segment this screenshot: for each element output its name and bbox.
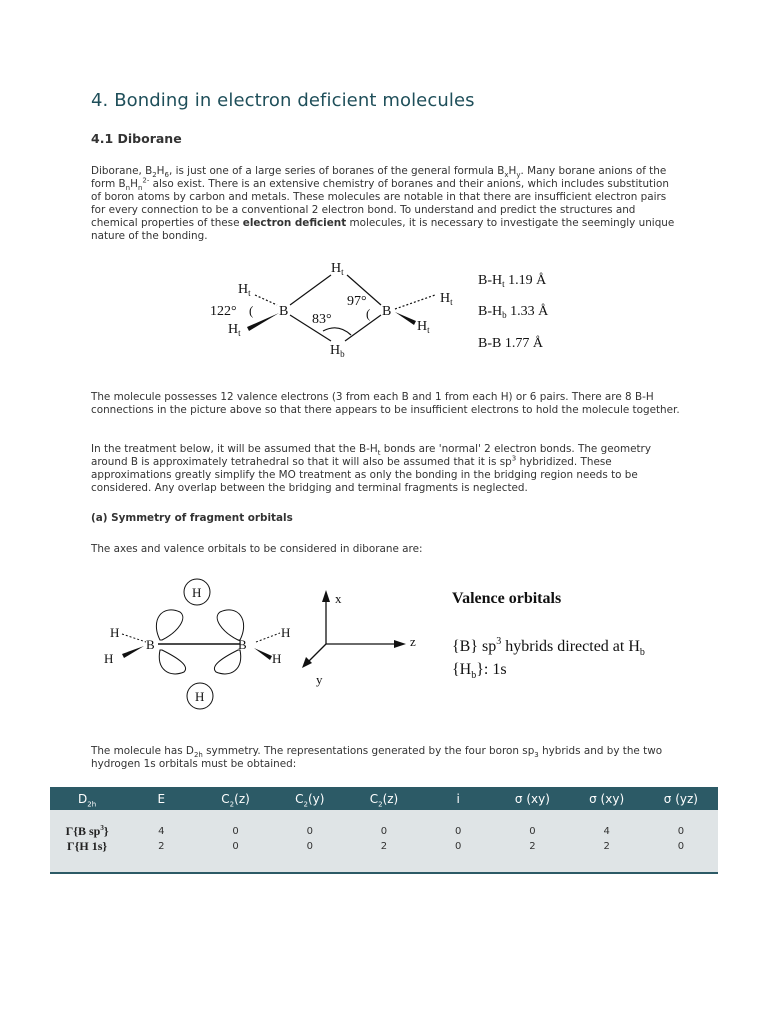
- table-cell: [124, 854, 198, 873]
- angle-122: 122°: [210, 304, 237, 319]
- bond-length-bhb: $B-H_b$ 1.33 Å: [478, 304, 549, 320]
- table-cell: 0: [644, 810, 718, 839]
- character-table: [50, 787, 718, 874]
- boron-left-label: B: [146, 637, 155, 652]
- table-cell: [495, 854, 569, 873]
- bond-length-bht: $B-H_t$ 1.19 Å: [478, 273, 547, 289]
- col-c2z: $C_2(z)$: [198, 787, 272, 810]
- col-sigma-yz: σ (yz): [644, 787, 718, 810]
- col-e: E: [124, 787, 198, 810]
- table-cell: 2: [570, 839, 644, 854]
- axis-z-label: z: [410, 634, 416, 649]
- svg-text:H: H: [104, 651, 114, 666]
- table-cell: [570, 854, 644, 873]
- bridge-h-bottom: $H_b$: [330, 343, 345, 359]
- table-cell: 4: [570, 810, 644, 839]
- table-cell: 0: [273, 839, 347, 854]
- boron-hybrids-line: {B} $sp^3$ hybrids directed at $H_b$: [452, 636, 645, 658]
- col-c2y: $C_2(y)$: [273, 787, 347, 810]
- col-d2h: $D_{2h}$: [50, 787, 124, 810]
- terminal-h-left-top: $H_t$: [238, 282, 251, 298]
- table-row: [50, 839, 718, 854]
- h-top-label: H: [192, 585, 202, 600]
- boron-right-label: B: [238, 637, 247, 652]
- table-row: [50, 810, 718, 839]
- axis-x-label: x: [335, 591, 342, 606]
- subsection-title: (a) Symmetry of fragment orbitals: [91, 512, 293, 524]
- terminal-h-right-bottom: $H_t$: [417, 319, 430, 335]
- col-i: i: [421, 787, 495, 810]
- svg-text:(: (: [249, 303, 254, 318]
- bridge-h-top: $H_t$: [331, 261, 344, 277]
- angle-97: 97°: [347, 294, 367, 309]
- col-sigma-xy-2: σ (xy): [570, 787, 644, 810]
- valence-orbitals-title: Valence orbitals: [452, 590, 562, 607]
- table-cell: [421, 854, 495, 873]
- bold-term: electron deficient: [242, 217, 347, 229]
- boron-left: B: [279, 304, 289, 319]
- col-sigma-xy: σ (xy): [495, 787, 569, 810]
- table-cell: [347, 854, 421, 873]
- terminal-h-right-top: $H_t$: [440, 291, 453, 307]
- svg-text:H: H: [272, 651, 282, 666]
- table-cell: 0: [198, 839, 272, 854]
- svg-text:H: H: [281, 625, 291, 640]
- table-header-row: [50, 787, 718, 810]
- table-cell: 2: [124, 839, 198, 854]
- svg-text:(: (: [366, 306, 371, 321]
- angle-83: 83°: [312, 312, 332, 327]
- valence-orbitals-figure: [100, 568, 680, 718]
- table-cell: 0: [421, 810, 495, 839]
- table-cell: 2: [347, 839, 421, 854]
- row-label-h-1s: Γ{H 1s}: [50, 839, 124, 854]
- bond-length-bb: B-B 1.77 Å: [478, 336, 543, 351]
- table-cell: 0: [198, 810, 272, 839]
- terminal-h-left-bottom: $H_t$: [228, 322, 241, 338]
- svg-text:H: H: [110, 625, 120, 640]
- assumptions-paragraph: In the treatment below, it will be assumed that the $B-H_t$ bonds are 'normal' 2 electron bonds. The geometry around B is approximately tetrahedral so that it will also be assumed that it is $sp^3$ hybridized. These approximations greatly simplify the MO treatment as only the bonding in the bridging region needs to be considered. Any overlap between the bridging and terminal fragments is neglected.: [91, 443, 651, 494]
- boron-right: B: [382, 304, 392, 319]
- table-cell: 0: [644, 839, 718, 854]
- table-cell: 0: [347, 810, 421, 839]
- table-spacer-row: [50, 854, 718, 873]
- table-cell: 0: [273, 810, 347, 839]
- axes-intro-paragraph: The axes and valence orbitals to be considered in diborane are:: [91, 543, 423, 555]
- wedge-bond-right: [395, 312, 416, 325]
- page-title: 4. Bonding in electron deficient molecules: [91, 90, 475, 111]
- table-cell: [198, 854, 272, 873]
- intro-paragraph: Diborane, $B_2H_6$, is just one of a large series of boranes of the general formula $B_xH_y$. Many borane anions of the form $B_nH_n^{2-}$ also exist. There is an extensive chemistry of boranes and their anions, which includes substitution of boron atoms by carbon and metals. These molecules are notable in that there are insufficient electron pairs for every connection to be a conventional 2 electron bond. To understand and predict the structures and chemical properties of these electron deficient molecules, it is necessary to investigate the seemingly unique nature of the bonding.: [91, 165, 675, 242]
- table-cell: 0: [495, 810, 569, 839]
- row-label-b-sp3: Γ{B $sp^3$}: [50, 810, 124, 839]
- table-cell: [273, 854, 347, 873]
- table-cell: 2: [495, 839, 569, 854]
- electron-count-paragraph: The molecule possesses 12 valence electrons (3 from each B and 1 from each H) or 6 pairs. There are 8 B-H connections in the picture above so that there appears to be insufficient electrons to hold the molecule together.: [91, 391, 680, 416]
- table-cell: [50, 854, 124, 873]
- table-cell: 0: [421, 839, 495, 854]
- h-bottom-label: H: [195, 689, 205, 704]
- table-cell: [644, 854, 718, 873]
- col-c2z-2: $C_2(z)$: [347, 787, 421, 810]
- hydrogen-orbital-line: $\{H_b\}$: 1s: [452, 661, 507, 681]
- axis-y-label: y: [316, 672, 323, 687]
- diborane-structure-figure: [195, 255, 575, 365]
- section-title: 4.1 Diborane: [91, 131, 182, 146]
- symmetry-paragraph: The molecule has $D_{2h}$ symmetry. The representations generated by the four boron $sp_3$ hybrids and by the two hydrogen 1s orbitals must be obtained:: [91, 745, 663, 770]
- table-cell: 4: [124, 810, 198, 839]
